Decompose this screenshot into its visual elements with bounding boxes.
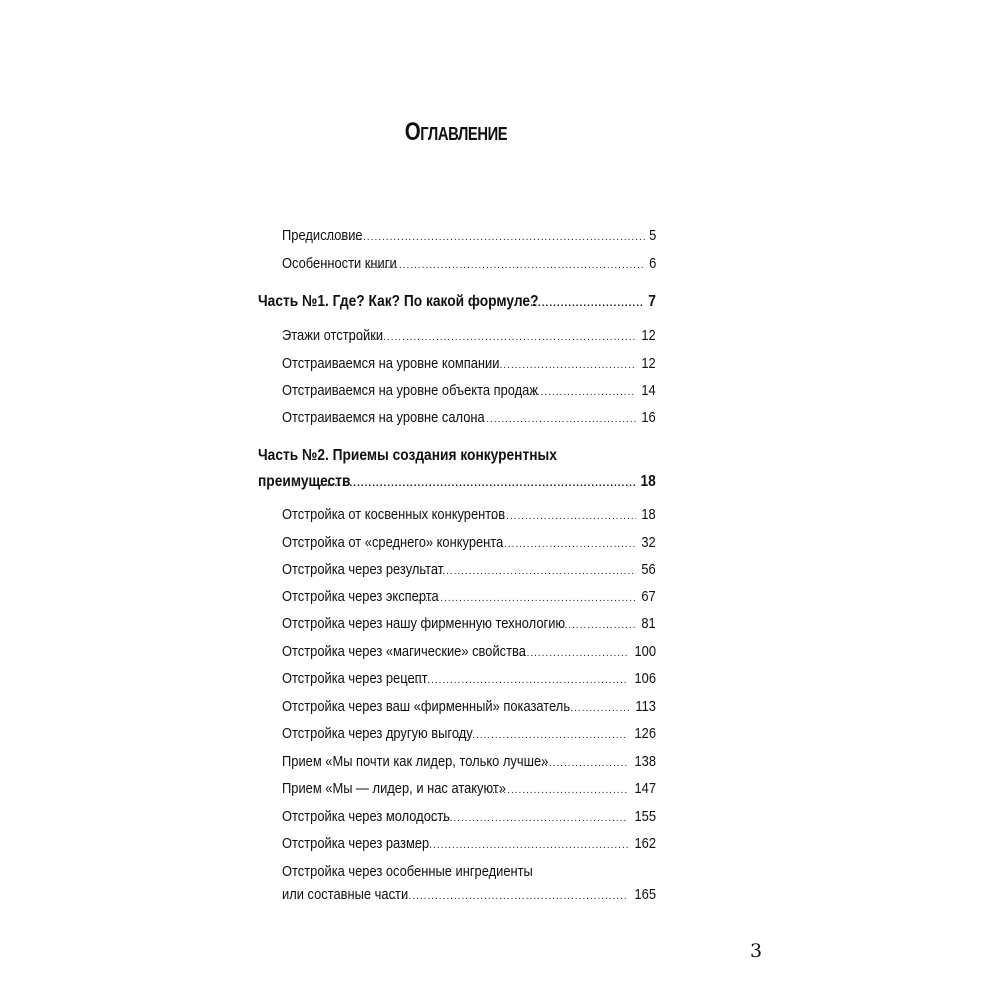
toc-part-page: 7 [648, 293, 656, 310]
toc-part-2-line-2[interactable] [258, 472, 656, 492]
toc-entry-label: Отстройка через рецепт [282, 670, 428, 687]
dot-leader [530, 294, 644, 312]
dot-leader [529, 383, 636, 401]
toc-entry[interactable] [282, 560, 656, 580]
dot-leader [541, 754, 628, 772]
toc-entry-preface[interactable] [282, 226, 656, 246]
dot-leader [420, 562, 637, 580]
toc-entry[interactable] [282, 697, 656, 717]
dot-leader [567, 699, 630, 717]
dot-leader [453, 726, 628, 744]
dot-leader [492, 781, 628, 799]
toc-entry-label: Отстройка через другую выгоду [282, 725, 473, 742]
toc-entry-page: 67 [641, 588, 656, 605]
toc-entry[interactable] [282, 505, 656, 525]
toc-entry-label: Отстраиваемся на уровне компании [282, 355, 500, 372]
dot-leader [378, 887, 628, 905]
toc-entry-label: Отстройка через результат [282, 561, 444, 578]
dot-leader [515, 644, 628, 662]
toc-entry-page: 14 [641, 382, 656, 399]
toc-entry[interactable] [282, 834, 656, 854]
toc-entry-page: 126 [634, 725, 656, 742]
toc-entry[interactable] [282, 533, 656, 553]
toc-entry[interactable] [282, 642, 656, 662]
dot-leader [365, 256, 645, 274]
toc-entry[interactable] [282, 779, 656, 799]
dot-leader [485, 356, 637, 374]
page-number: 3 [750, 940, 763, 962]
toc-entry-label: Отстраиваемся на уровне салона [282, 409, 485, 426]
dot-leader [414, 589, 637, 607]
toc-entry[interactable] [282, 354, 656, 374]
dot-leader [427, 809, 628, 827]
toc-entry[interactable] [282, 752, 656, 772]
toc-entry-page: 5 [648, 227, 656, 244]
toc-part-1[interactable] [258, 292, 656, 312]
toc-entry-label: Отстройка через размер [282, 835, 430, 852]
toc-entry-page: 56 [641, 561, 656, 578]
toc-entry-label: или составные части [282, 886, 409, 903]
toc-entry-label: Особенности книги [282, 255, 397, 272]
toc-entry-page: 155 [634, 808, 656, 825]
toc-entry[interactable] [282, 587, 656, 607]
toc-entry-label: Этажи отстройки [282, 327, 384, 344]
toc-entry-page: 6 [648, 255, 656, 272]
toc-entry-label: Отстройка через «магические» свойства [282, 643, 526, 660]
toc-entry-label: Отстройка от «среднего» конкурента [282, 534, 504, 551]
toc-entry-page: 12 [641, 327, 656, 344]
toc-part-label: преимуществ [258, 473, 351, 490]
toc-entry-label: Отстройка через особенные ингредиенты [282, 863, 533, 880]
toc-entry-label: Отстройка через эксперта [282, 588, 439, 605]
toc-entry-page: 113 [635, 698, 656, 715]
toc-entry-last-line-2[interactable] [282, 885, 656, 905]
dot-leader [491, 507, 636, 525]
toc-entry-label: Отстройка от косвенных конкурентов [282, 506, 506, 523]
toc-entry[interactable] [282, 807, 656, 827]
toc-part-label: Часть №1. Где? Как? По какой формуле? [258, 293, 539, 310]
toc-entry-label: Отстраиваемся на уровне объекта продаж [282, 382, 538, 399]
toc-entry-last-line-1[interactable] [282, 862, 656, 882]
dot-leader [325, 228, 644, 246]
toc-entry[interactable] [282, 724, 656, 744]
page-title: Оглавление [404, 118, 508, 146]
dot-leader [401, 671, 628, 689]
toc-entry-label: Прием «Мы почти как лидер, только лучше» [282, 753, 549, 770]
dot-leader [561, 616, 637, 634]
toc-entry-label: Отстройка через молодость [282, 808, 450, 825]
toc-entry-label: Отстройка через нашу фирменную технологию [282, 615, 566, 632]
toc-entry-page: 81 [641, 615, 656, 632]
dot-leader [349, 328, 636, 346]
toc-entry-page: 32 [641, 534, 656, 551]
dot-leader [403, 836, 628, 854]
toc-entry[interactable] [282, 614, 656, 634]
toc-entry[interactable] [282, 669, 656, 689]
toc-entry-book-features[interactable] [282, 254, 656, 274]
toc-entry[interactable] [282, 326, 656, 346]
toc-entry-label: Прием «Мы — лидер, и нас атакуют» [282, 780, 506, 797]
toc-entry-page: 16 [641, 409, 656, 426]
toc-entry-label: Отстройка через ваш «фирменный» показатель [282, 698, 571, 715]
dot-leader [312, 474, 635, 492]
toc-entry-page: 138 [634, 753, 656, 770]
toc-entry-page: 106 [634, 670, 656, 687]
dot-leader [489, 535, 636, 553]
toc-entry-page: 147 [634, 780, 656, 797]
toc-entry-page: 12 [641, 355, 656, 372]
toc-entry-label: Предисловие [282, 227, 363, 244]
dot-leader [467, 410, 636, 428]
toc-part-2-line-1[interactable] [258, 446, 656, 466]
toc-entry-page: 100 [634, 643, 656, 660]
toc-entry-page: 165 [634, 886, 656, 903]
toc-entry[interactable] [282, 381, 656, 401]
toc-entry-page: 18 [641, 506, 656, 523]
toc-entry[interactable] [282, 408, 656, 428]
toc-part-label: Часть №2. Приемы создания конкурентных [258, 447, 557, 464]
toc-entry-page: 162 [634, 835, 656, 852]
toc-part-page: 18 [640, 473, 656, 490]
